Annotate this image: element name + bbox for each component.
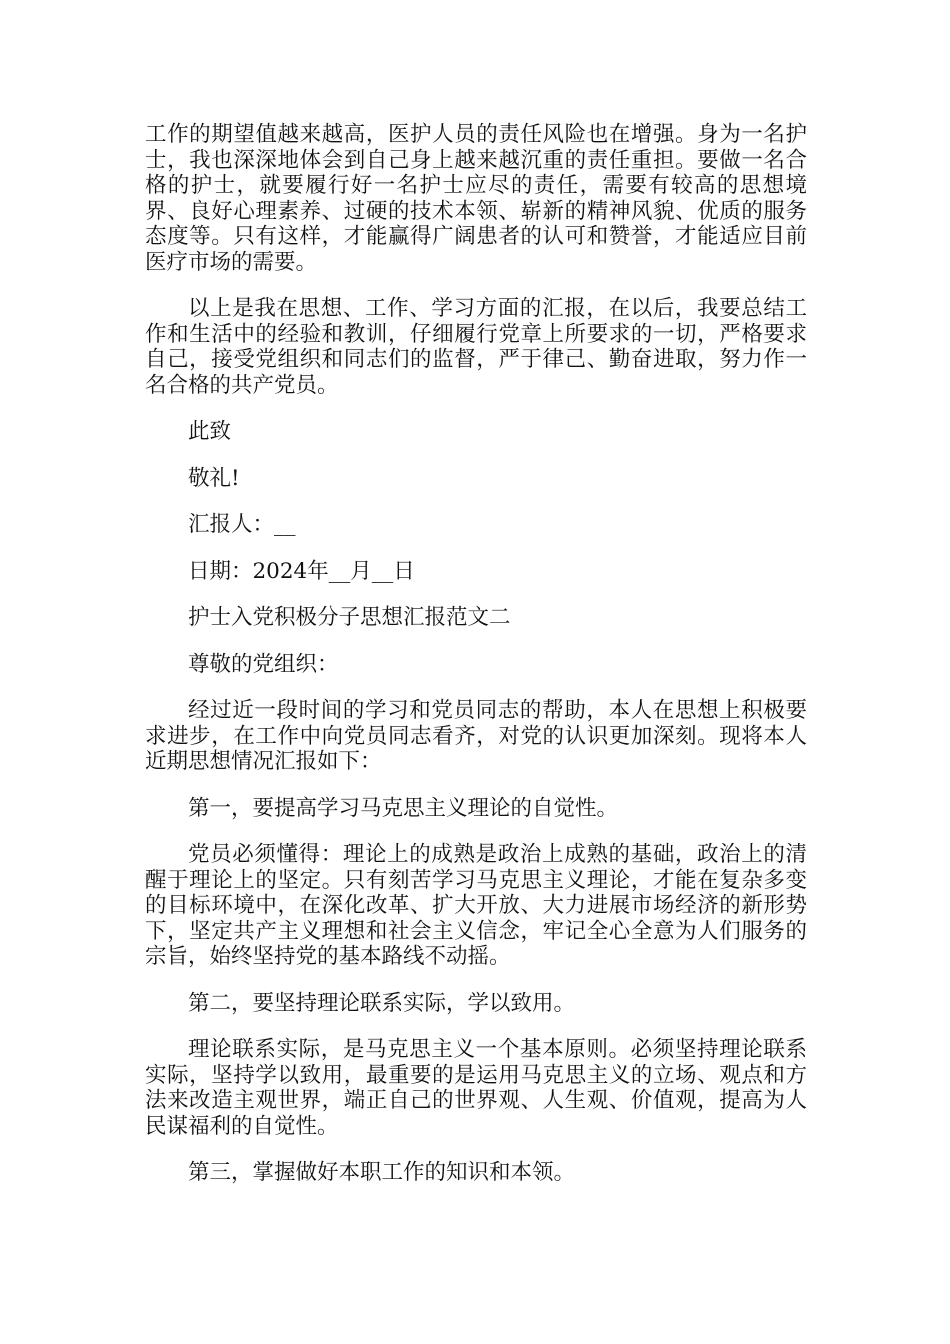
point-one-heading: 第一，要提高学习马克思主义理论的自觉性。 (188, 795, 619, 821)
date-line: 日期：2024年__月__日 (188, 558, 415, 584)
document-body (145, 122, 807, 1207)
reporter-line: 汇报人：__ (188, 512, 296, 537)
section-title: 护士入党积极分子思想汇报范文二 (188, 605, 511, 630)
closing-jingli: 敬礼! (188, 465, 240, 491)
point-two-heading: 第二，要坚持理论联系实际，学以致用。 (188, 990, 576, 1016)
paragraph-theory: 党员必须懂得：理论上的成熟是政治上成熟的基础，政治上的清醒于理论上的坚定。只有刻苦学习马克思主义理论，才能在复杂多变的目标环境中，在深化改革、扩大开放、大力进展市场经济的新形势下，坚定共产主义理想和社会主义信念，牢记全心全意为人们服务的宗旨，始终坚持党的基本路线不动摇。 (145, 842, 807, 969)
point-three-heading: 第三，掌握做好本职工作的知识和本领。 (188, 1160, 576, 1185)
paragraph-summary: 以上是我在思想、工作、学习方面的汇报，在以后，我要总结工作和生活中的经验和教训，仔细履行党章上所要求的一切，严格要求自己，接受党组织和同志们的监督，严于律己、勤奋进取，努力作一名合格的共产党员。 (145, 296, 807, 398)
closing-cizhi: 此致 (188, 419, 232, 444)
paragraph-practice: 理论联系实际，是马克思主义一个基本原则。必须坚持理论联系实际，坚持学以致用，最重要的是运用马克思主义的立场、观点和方法来改造主观世界，端正自己的世界观、人生观、价值观，提高为人民谋福利的自觉性。 (145, 1037, 807, 1139)
paragraph-intro: 经过近一段时间的学习和党员同志的帮助，本人在思想上积极要求进步，在工作中向党员同志看齐，对党的认识更加深刻。现将本人近期思想情况汇报如下： (145, 698, 807, 774)
paragraph-responsibility: 工作的期望值越来越高，医护人员的责任风险也在增强。身为一名护士，我也深深地体会到自己身上越来越沉重的责任重担。要做一名合格的护士，就要履行好一名护士应尽的责任，需要有较高的思想境界、良好心理素养、过硬的技术本领、崭新的精神风貌、优质的服务态度等。只有这样，才能赢得广阔患者的认可和赞誉，才能适应目前医疗市场的需要。 (145, 122, 807, 275)
salutation: 尊敬的党组织： (188, 651, 339, 677)
